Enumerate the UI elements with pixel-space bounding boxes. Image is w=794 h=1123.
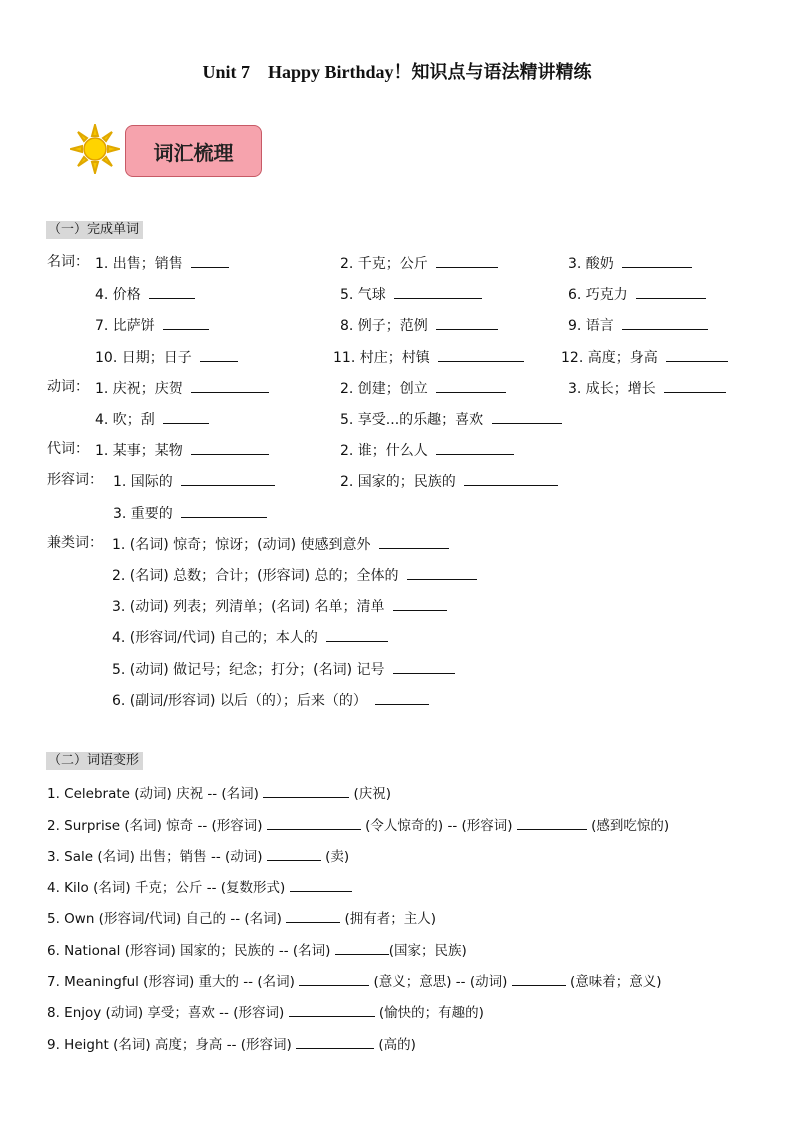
answer-blank[interactable] — [289, 1002, 375, 1017]
vocab-item: 1. 国际的 — [113, 471, 275, 491]
vocab-item: 4. (形容词/代词) 自己的；本人的 — [112, 627, 388, 647]
word-form-item: 3. Sale (名词) 出售；销售 -- (动词) (卖) — [47, 846, 349, 866]
answer-blank[interactable] — [517, 815, 587, 830]
vocab-item: 4. 吹；刮 — [95, 409, 209, 429]
category-label: 动词： — [47, 379, 89, 395]
vocab-item: 2. (名词) 总数；合计；(形容词) 总的；全体的 — [112, 565, 477, 585]
answer-blank[interactable] — [436, 440, 514, 455]
answer-blank[interactable] — [267, 815, 361, 830]
answer-blank[interactable] — [163, 315, 209, 330]
answer-blank[interactable] — [290, 877, 352, 892]
answer-blank[interactable] — [163, 409, 209, 424]
vocab-item: 1. 出售；销售 — [95, 253, 229, 273]
answer-blank[interactable] — [664, 378, 726, 393]
answer-blank[interactable] — [622, 253, 692, 268]
word-form-item: 4. Kilo (名词) 千克；公斤 -- (复数形式) — [47, 877, 352, 897]
answer-blank[interactable] — [393, 659, 455, 674]
vocab-item: 6. 巧克力 — [568, 284, 706, 304]
answer-blank[interactable] — [181, 471, 275, 486]
section-heading-complete-words: （一）完成单词 — [46, 221, 143, 239]
page-title: Unit 7 Happy Birthday！知识点与语法精讲精练 — [202, 62, 592, 82]
vocab-item: 3. 成长；增长 — [568, 378, 726, 398]
answer-blank[interactable] — [622, 315, 708, 330]
category-label: 名词： — [47, 254, 89, 270]
category-label: 形容词： — [47, 472, 103, 488]
answer-blank[interactable] — [326, 627, 388, 642]
answer-blank[interactable] — [149, 284, 195, 299]
answer-blank[interactable] — [263, 783, 349, 798]
word-form-item: 5. Own (形容词/代词) 自己的 -- (名词) (拥有者；主人) — [47, 908, 436, 928]
vocab-item: 5. 气球 — [340, 284, 482, 304]
vocab-item: 3. (动词) 列表；列清单；(名词) 名单；清单 — [112, 596, 447, 616]
answer-blank[interactable] — [296, 1034, 374, 1049]
vocab-item: 12. 高度；身高 — [561, 347, 728, 367]
answer-blank[interactable] — [299, 971, 369, 986]
answer-blank[interactable] — [200, 347, 238, 362]
answer-blank[interactable] — [464, 471, 558, 486]
vocab-item: 1. 某事；某物 — [95, 440, 269, 460]
vocab-item: 2. 创建；创立 — [340, 378, 506, 398]
word-form-item: 6. National (形容词) 国家的；民族的 -- (名词) (国家；民族) — [47, 940, 467, 960]
vocab-item: 2. 谁；什么人 — [340, 440, 514, 460]
vocab-item: 1. (名词) 惊奇；惊讶；(动词) 使感到意外 — [112, 534, 449, 554]
answer-blank[interactable] — [393, 596, 447, 611]
word-form-item: 7. Meaningful (形容词) 重大的 -- (名词) (意义；意思) -- (动词) (意味着；意义) — [47, 971, 662, 991]
answer-blank[interactable] — [191, 378, 269, 393]
word-form-item: 2. Surprise (名词) 惊奇 -- (形容词) (令人惊奇的) -- (形容词) (感到吃惊的) — [47, 815, 669, 835]
answer-blank[interactable] — [379, 534, 449, 549]
vocab-item: 6. (副词/形容词) 以后（的）；后来（的） — [112, 690, 429, 710]
answer-blank[interactable] — [286, 908, 340, 923]
category-label: 兼类词： — [47, 535, 103, 551]
answer-blank[interactable] — [436, 315, 498, 330]
vocab-item: 5. 享受...的乐趣；喜欢 — [340, 409, 562, 429]
sun-icon — [70, 124, 120, 174]
answer-blank[interactable] — [438, 347, 524, 362]
answer-blank[interactable] — [181, 503, 267, 518]
vocab-section-badge: 词汇梳理 — [125, 125, 262, 177]
vocab-item: 1. 庆祝；庆贺 — [95, 378, 269, 398]
word-form-item: 8. Enjoy (动词) 享受；喜欢 -- (形容词) (愉快的；有趣的) — [47, 1002, 484, 1022]
category-label: 代词： — [47, 441, 89, 457]
answer-blank[interactable] — [191, 440, 269, 455]
section-heading-word-forms: （二）词语变形 — [46, 752, 143, 770]
vocab-item: 8. 例子；范例 — [340, 315, 498, 335]
vocab-item: 3. 重要的 — [113, 503, 267, 523]
answer-blank[interactable] — [666, 347, 728, 362]
word-form-item: 1. Celebrate (动词) 庆祝 -- (名词) (庆祝) — [47, 783, 391, 803]
answer-blank[interactable] — [492, 409, 562, 424]
vocab-item: 4. 价格 — [95, 284, 195, 304]
word-form-item: 9. Height (名词) 高度；身高 -- (形容词) (高的) — [47, 1034, 416, 1054]
answer-blank[interactable] — [636, 284, 706, 299]
answer-blank[interactable] — [436, 378, 506, 393]
vocab-item: 2. 国家的；民族的 — [340, 471, 558, 491]
answer-blank[interactable] — [267, 846, 321, 861]
vocab-item: 7. 比萨饼 — [95, 315, 209, 335]
answer-blank[interactable] — [335, 940, 389, 955]
answer-blank[interactable] — [394, 284, 482, 299]
answer-blank[interactable] — [407, 565, 477, 580]
vocab-item: 2. 千克；公斤 — [340, 253, 498, 273]
answer-blank[interactable] — [512, 971, 566, 986]
vocab-item: 3. 酸奶 — [568, 253, 692, 273]
vocab-item: 5. (动词) 做记号；纪念；打分；(名词) 记号 — [112, 659, 455, 679]
vocab-item: 9. 语言 — [568, 315, 708, 335]
answer-blank[interactable] — [436, 253, 498, 268]
answer-blank[interactable] — [375, 690, 429, 705]
vocab-item: 11. 村庄；村镇 — [333, 347, 524, 367]
vocab-item: 10. 日期；日子 — [95, 347, 238, 367]
answer-blank[interactable] — [191, 253, 229, 268]
